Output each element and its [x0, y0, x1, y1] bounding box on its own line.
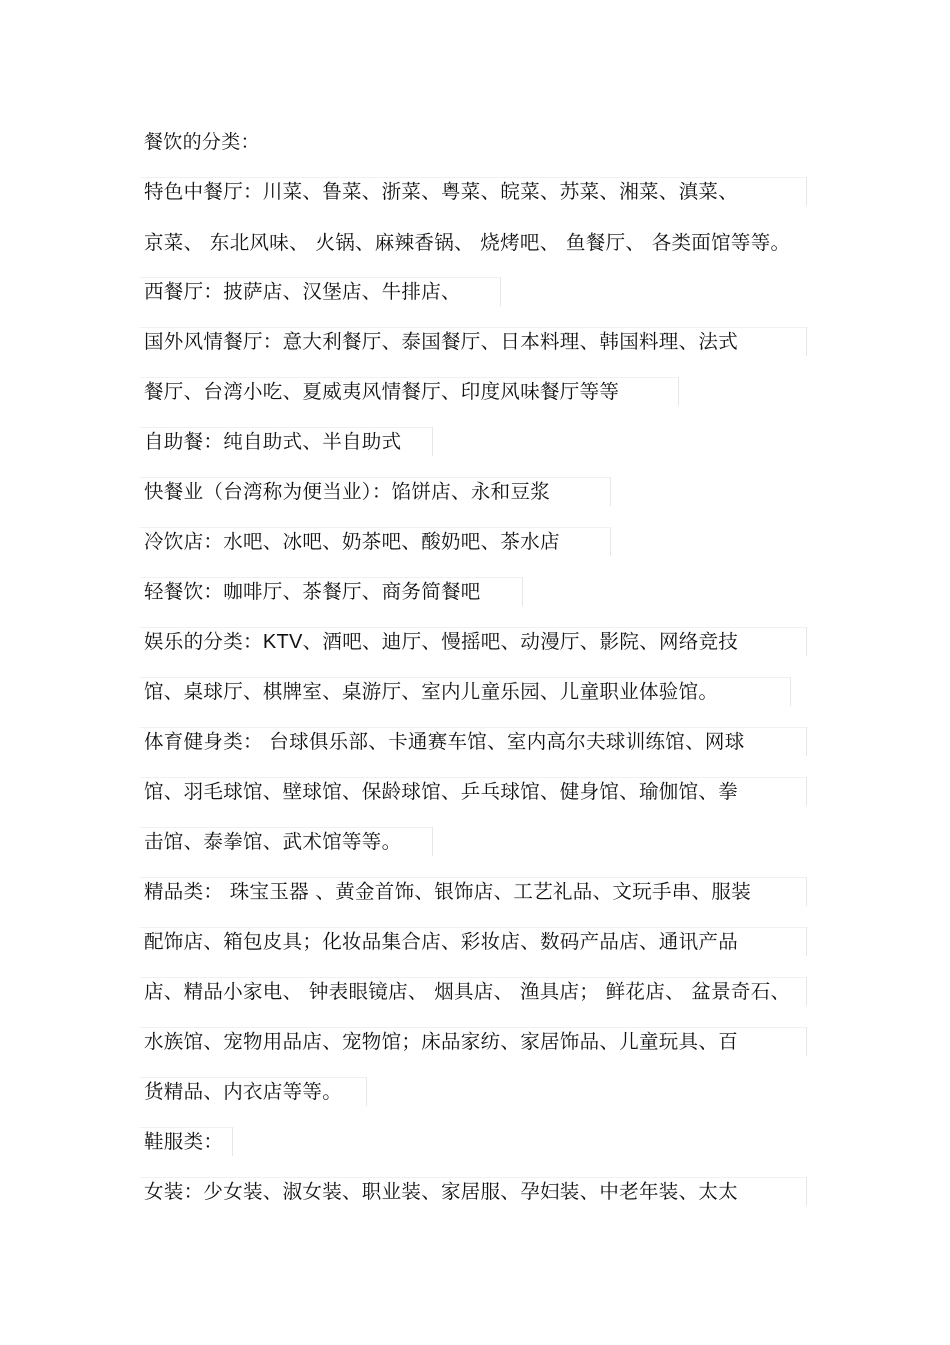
- line-text: 馆、羽毛球馆、壁球馆、保龄球馆、乒乓球馆、健身馆、瑜伽馆、拳: [144, 780, 739, 803]
- line-sports-fitness-cont: [144, 777, 738, 807]
- line-text: 馆、桌球厅、棋牌室、桌游厅、室内儿童乐园、儿童职业体验馆。: [144, 680, 719, 703]
- line-foreign-restaurants: [144, 327, 738, 357]
- line-text: 击馆、泰拳馆、武术馆等等。: [144, 830, 402, 853]
- line-text: 店、精品小家电、 钟表眼镜店、 烟具店、 渔具店； 鲜花店、 盆景奇石、: [144, 980, 791, 1003]
- line-boutique-cont-3: [144, 1027, 738, 1057]
- line-boutique-cont-1: [144, 927, 738, 957]
- line-boutique: [144, 877, 751, 907]
- line-entertainment-cont: [144, 677, 718, 707]
- line-buffet: [144, 427, 401, 457]
- line-boutique-end: [144, 1077, 342, 1107]
- line-cold-drinks: [144, 527, 560, 557]
- line-text: 精品类： 珠宝玉器 、黄金首饰、银饰店、工艺礼品、文玩手串、服装: [144, 880, 751, 903]
- line-text: 冷饮店：水吧、冰吧、奶茶吧、酸奶吧、茶水店: [144, 530, 560, 553]
- line-text: 快餐业（台湾称为便当业）：馅饼店、永和豆浆: [144, 480, 551, 503]
- line-text-label: 娱乐的分类：: [144, 630, 263, 653]
- line-shoes-clothing: [144, 1127, 223, 1157]
- line-text: 女装：少女装、淑女装、职业装、家居服、孕妇装、中老年装、太太: [144, 1180, 739, 1203]
- line-text: 京菜、 东北风味、 火锅、麻辣香锅、 烧烤吧、 鱼餐厅、 各类面馆等等。: [144, 231, 791, 254]
- line-fast-food: [144, 477, 550, 507]
- line-womens-wear: [144, 1177, 738, 1207]
- ktv-text: KTV: [262, 631, 303, 653]
- line-foreign-restaurants-cont: [144, 377, 619, 407]
- line-text: 西餐厅：披萨店、汉堡店、牛排店、: [144, 280, 461, 303]
- line-sports-fitness: [144, 727, 745, 757]
- line-text: 鞋服类：: [144, 1130, 224, 1153]
- line-text: 体育健身类： 台球俱乐部、卡通赛车馆、室内高尔夫球训练馆、网球: [144, 730, 745, 753]
- line-chinese-restaurants-cont: [144, 228, 790, 258]
- line-western-restaurants: [144, 277, 461, 307]
- line-text: 特色中餐厅：川菜、鲁菜、浙菜、粤菜、皖菜、苏菜、湘菜、滇菜、: [144, 180, 739, 203]
- heading-catering-categories: [144, 127, 260, 157]
- line-text: 国外风情餐厅：意大利餐厅、泰国餐厅、日本料理、韩国料理、法式: [144, 330, 739, 353]
- line-text: 配饰店、箱包皮具；化妆品集合店、彩妆店、数码产品店、通讯产品: [144, 930, 739, 953]
- line-boutique-cont-2: [144, 977, 790, 1007]
- line-text: 自助餐：纯自助式、半自助式: [144, 430, 402, 453]
- line-text: 货精品、内衣店等等。: [144, 1080, 343, 1103]
- line-text: 餐厅、台湾小吃、夏威夷风情餐厅、印度风味餐厅等等: [144, 380, 620, 403]
- line-text: 轻餐饮：咖啡厅、茶餐厅、商务简餐吧: [144, 580, 481, 603]
- line-sports-fitness-end: [144, 827, 401, 857]
- line-text: 餐饮的分类：: [144, 131, 260, 153]
- line-chinese-restaurants: [144, 177, 738, 207]
- line-light-dining: [144, 577, 481, 607]
- line-entertainment: [144, 627, 738, 657]
- line-text: 水族馆、宠物用品店、宠物馆；床品家纺、家居饰品、儿童玩具、百: [144, 1030, 739, 1053]
- line-text-rest: 、酒吧、迪厅、慢摇吧、动漫厅、影院、网络竞技: [302, 630, 739, 653]
